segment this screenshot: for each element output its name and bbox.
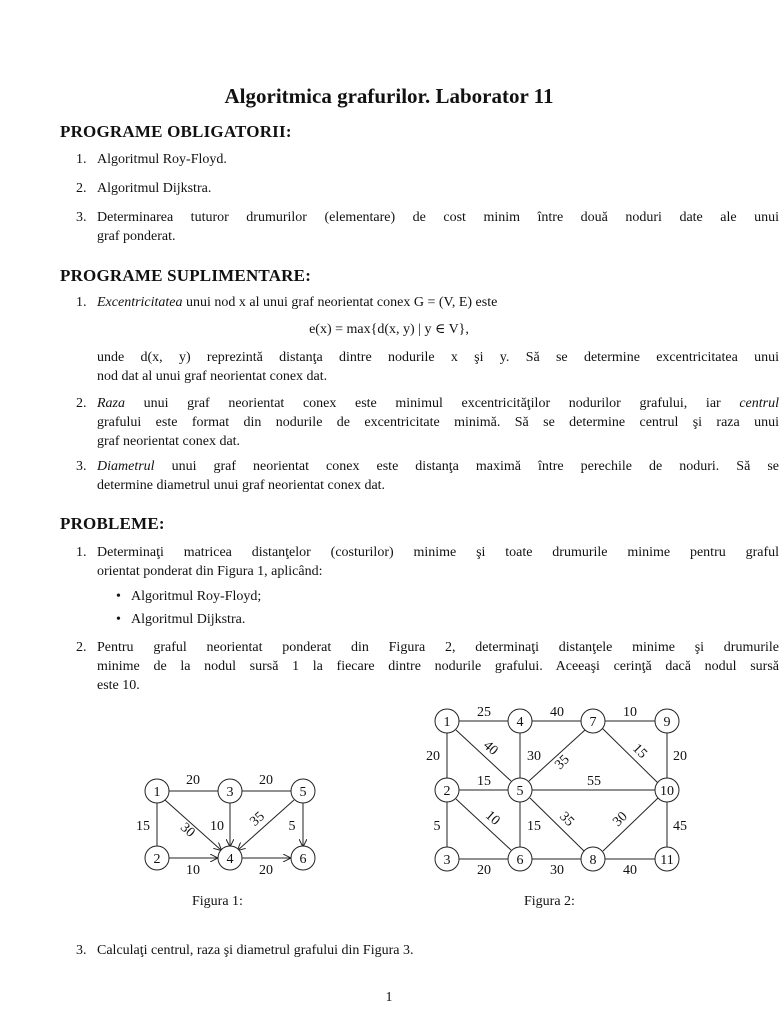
edge-weight: 40 xyxy=(550,705,564,720)
node-label: 9 xyxy=(663,715,671,730)
edge xyxy=(602,728,658,783)
page-number: 1 xyxy=(385,990,393,1005)
item-text: orientat ponderat din Figura 1, aplicând: xyxy=(97,564,323,579)
edge-weight: 10 xyxy=(482,808,503,829)
edge-weight: 15 xyxy=(136,819,150,834)
item-text: minime de la nodul sursă 1 la fiecare dintre nodurile grafului. Aceeaşi cerinţă dacă nodul sursă xyxy=(97,659,779,674)
node-label: 1 xyxy=(153,785,161,800)
edge-weight: 30 xyxy=(610,809,631,830)
item-text: Calculaţi centrul, raza şi diametrul grafului din Figura 3. xyxy=(97,943,414,958)
formula: e(x) = max{d(x, y) | y ∈ V}, xyxy=(309,322,469,337)
node-label: 8 xyxy=(589,853,597,868)
term: Excentricitatea xyxy=(97,295,183,310)
edge-weight: 15 xyxy=(629,741,650,762)
edge-weight: 10 xyxy=(623,705,637,720)
edge-weight: 55 xyxy=(587,774,601,789)
edge-weight: 5 xyxy=(433,819,441,834)
item-number: 1. xyxy=(76,545,87,560)
node-label: 11 xyxy=(660,853,674,868)
item-text: Pentru graful neorientat ponderat din Figura 2, determinaţi distanţele minime şi drumurile xyxy=(97,640,779,655)
item-text: graf neorientat conex dat. xyxy=(97,434,241,449)
item-text: unui graf neorientat conex este minimul excentricităţilor nodurilor grafului, iar xyxy=(125,396,740,411)
edge-weight: 20 xyxy=(426,749,440,764)
item-number: 1. xyxy=(76,295,87,310)
edge-weight: 15 xyxy=(527,819,541,834)
edge-weight: 20 xyxy=(673,749,687,764)
item-number: 2. xyxy=(76,640,87,655)
item-number: 2. xyxy=(76,396,87,411)
bullet-text: Algoritmul Roy-Floyd; xyxy=(131,589,262,604)
node-label: 3 xyxy=(226,785,234,800)
item-number: 3. xyxy=(76,210,87,225)
edge-weight: 40 xyxy=(480,738,501,759)
item-text: Determinaţi matricea distanţelor (costurilor) minime şi toate drumurile minime pentru graful xyxy=(97,545,779,560)
node-label: 6 xyxy=(299,852,307,867)
edge-weight: 45 xyxy=(673,819,687,834)
node-label: 6 xyxy=(516,853,524,868)
heading-obligatorii: PROGRAME OBLIGATORII: xyxy=(60,122,292,141)
edge-weight: 10 xyxy=(210,819,224,834)
node-label: 10 xyxy=(660,784,674,799)
item-number: 2. xyxy=(76,181,87,196)
figure-1-graph xyxy=(120,760,340,885)
heading-probleme: PROBLEME: xyxy=(60,514,165,533)
edge xyxy=(456,799,511,850)
node-label: 3 xyxy=(443,853,451,868)
edge-weight: 35 xyxy=(556,809,577,830)
item-text: unde d(x, y) reprezintă distanţa dintre nodurile x şi y. Să se determine excentricitatea unui xyxy=(97,350,779,365)
edge-weight: 30 xyxy=(550,863,564,878)
heading-suplimentare: PROGRAME SUPLIMENTARE: xyxy=(60,266,312,285)
edge-weight: 40 xyxy=(623,863,637,878)
node-label: 4 xyxy=(226,852,234,867)
item-number: 3. xyxy=(76,459,87,474)
edge-weight: 35 xyxy=(552,752,573,773)
edge-weight: 20 xyxy=(186,773,200,788)
edge xyxy=(238,800,294,850)
item-number: 3. xyxy=(76,943,87,958)
item-text: unui graf neorientat conex este distanţa maximă între perechile de noduri. Să se xyxy=(154,459,779,474)
node-label: 5 xyxy=(299,785,307,800)
item-text: graf ponderat. xyxy=(97,229,176,244)
node-label: 5 xyxy=(516,784,524,799)
page-title: Algoritmica grafurilor. Laborator 11 xyxy=(224,84,554,108)
item-text: unui nod x al unui graf neorientat conex G = (V, E) este xyxy=(182,295,498,310)
edge-weight: 35 xyxy=(247,809,268,830)
node-label: 7 xyxy=(589,715,597,730)
edge-weight: 15 xyxy=(477,774,491,789)
item-number: 1. xyxy=(76,152,87,167)
item-text: Determinarea tuturor drumurilor (elementare) de cost minim între două noduri date ale unui xyxy=(97,210,779,225)
item-text: este 10. xyxy=(97,678,140,693)
item-text: Algoritmul Dijkstra. xyxy=(97,181,212,196)
term: Diametrul xyxy=(97,459,155,474)
bullet-icon: • xyxy=(116,589,121,604)
figure-2-caption: Figura 2: xyxy=(524,894,575,909)
edge-weight: 25 xyxy=(477,705,491,720)
node-label: 2 xyxy=(153,852,161,867)
edge-weight: 20 xyxy=(259,773,273,788)
edge-weight: 10 xyxy=(186,863,200,878)
item-text: determine diametrul unui graf neorientat conex dat. xyxy=(97,478,386,493)
term: Raza xyxy=(97,396,125,411)
edge-weight: 20 xyxy=(259,863,273,878)
edge-weight: 30 xyxy=(177,820,198,841)
item-text: Algoritmul Roy-Floyd. xyxy=(97,152,227,167)
edge xyxy=(603,798,658,851)
node-label: 2 xyxy=(443,784,451,799)
edge-weight: 20 xyxy=(477,863,491,878)
node-label: 4 xyxy=(516,715,524,730)
edge-weight: 30 xyxy=(527,749,541,764)
term: centrul xyxy=(739,396,779,411)
item-text: grafului este format din nodurile de excentricitate minimă. Să se determine centrul şi raza unui xyxy=(97,415,779,430)
figure-1-caption: Figura 1: xyxy=(192,894,243,909)
bullet-text: Algoritmul Dijkstra. xyxy=(131,612,246,627)
bullet-icon: • xyxy=(116,612,121,627)
item-text: nod dat al unui graf neorientat conex dat. xyxy=(97,369,328,384)
edge-weight: 5 xyxy=(288,819,296,834)
figure-2-graph xyxy=(410,695,710,885)
node-label: 1 xyxy=(443,715,451,730)
